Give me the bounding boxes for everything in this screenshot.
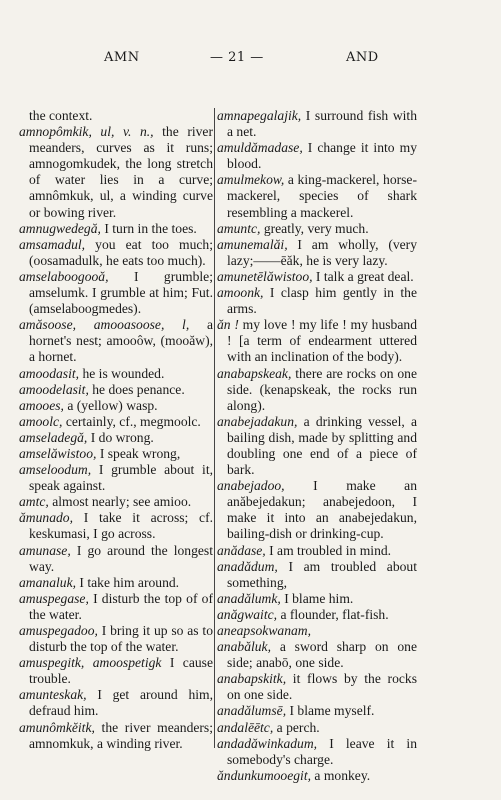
- dictionary-entry: [19, 446, 213, 462]
- dictionary-entry: [217, 591, 417, 607]
- entry-headword: amunômkĕitk,: [19, 719, 95, 735]
- entry-definition: the context.: [29, 108, 93, 123]
- dictionary-entry: [217, 317, 417, 365]
- entry-definition: I clasp him gently in the arms.: [227, 285, 417, 317]
- entry-headword: amnugwedegă,: [19, 220, 101, 236]
- page-number: — 21 —: [210, 50, 264, 65]
- page-header: [20, 50, 481, 70]
- entry-definition: I leave it in somebody's charge.: [227, 735, 417, 767]
- entry-headword: amselăwistoo,: [19, 445, 97, 461]
- dictionary-entry: [19, 221, 213, 237]
- entry-headword: amooes,: [19, 397, 64, 413]
- dictionary-entry: [217, 703, 417, 719]
- dictionary-entry: [217, 607, 417, 623]
- entry-headword: amoolc,: [19, 413, 63, 429]
- entry-definition: a perch.: [273, 719, 320, 735]
- entry-definition: I grumble; amselumk. I grumble at him; Fut. (amselaboogmedes).: [29, 268, 213, 317]
- entry-headword: amuldămadase,: [217, 140, 303, 156]
- dictionary-entry: [217, 671, 417, 703]
- entry-headword: anabapskeak,: [217, 365, 292, 381]
- dictionary-entry: [217, 559, 417, 591]
- entry-headword: amselaboogooă,: [19, 268, 109, 284]
- dictionary-entry: [217, 366, 417, 414]
- entry-headword: amăsoose, amooasoose, l,: [19, 317, 190, 333]
- dictionary-entry: [19, 543, 213, 575]
- entry-definition: I do wrong.: [87, 429, 154, 445]
- entry-headword: amoodasit,: [19, 365, 80, 381]
- dictionary-entry: [19, 366, 213, 382]
- entry-headword: ăn !: [217, 317, 239, 333]
- column-divider: [214, 108, 215, 748]
- dictionary-entry: [19, 124, 213, 221]
- dictionary-entry: [217, 720, 417, 736]
- dictionary-entry: [19, 591, 213, 623]
- dictionary-entry: [217, 543, 417, 559]
- entry-definition: a sword sharp on one side; anabō, one side.: [227, 639, 417, 671]
- dictionary-entry: [217, 414, 417, 478]
- entry-headword: anabejadoo,: [217, 478, 285, 494]
- entry-headword: amseloodum,: [19, 462, 92, 478]
- entry-headword: anăgwaitc,: [217, 606, 278, 622]
- entry-headword: anădase,: [217, 542, 266, 558]
- entry-definition: I blame myself.: [286, 703, 375, 719]
- entry-headword: anabapskitk,: [217, 671, 287, 687]
- entry-definition: the river meanders; amnomkuk, a winding river.: [29, 719, 213, 751]
- entry-definition: I am wholly, (very lazy;——ēăk, he is very lazy.: [227, 236, 417, 268]
- entry-headword: amseladegă,: [19, 429, 88, 445]
- entry-definition: I grumble about it, speak against.: [29, 462, 213, 494]
- entry-definition: I change it into my blood.: [227, 140, 417, 172]
- dictionary-entry: [19, 398, 213, 414]
- entry-definition: I take him around.: [76, 574, 180, 590]
- entry-headword: amunemalăi,: [217, 236, 288, 252]
- entry-headword: amuspegitk, amoospetigk: [19, 655, 162, 671]
- entry-definition: a flounder, flat-fish.: [277, 606, 389, 622]
- entry-definition: I bring it up so as to disturb the top of the water.: [29, 623, 213, 655]
- entry-definition: it flows by the rocks on one side.: [227, 671, 417, 703]
- entry-definition: greatly, very much.: [260, 220, 369, 236]
- entry-headword: amuspegase,: [19, 590, 89, 606]
- entry-definition: a king-mackerel, horse-mackerel, species of shark resembling a mackerel.: [227, 172, 417, 220]
- dictionary-entry: [217, 221, 417, 237]
- entry-definition: I cause trouble.: [29, 655, 213, 687]
- entry-definition: certainly, cf., megmoolc.: [62, 413, 201, 429]
- entry-headword: anadălumsē,: [217, 703, 287, 719]
- entry-headword: ămunado,: [19, 510, 73, 526]
- entry-headword: amuspegadoo,: [19, 623, 98, 638]
- dictionary-entry: [217, 269, 417, 285]
- entry-definition: I surround fish with a net.: [227, 108, 417, 140]
- dictionary-entry: [19, 494, 213, 510]
- entry-definition: my love ! my life ! my husband ! [a term of endearment uttered with an inclination of the body).: [227, 317, 417, 365]
- dictionary-entry: [19, 720, 213, 752]
- dictionary-entry: [217, 736, 417, 768]
- entry-headword: anadălumk,: [217, 590, 281, 606]
- entry-definition: a (yellow) wasp.: [63, 397, 158, 413]
- entry-definition: you eat too much; (oosamadulk, he eats too much).: [29, 236, 213, 268]
- right-column: [217, 108, 417, 784]
- entry-headword: anabejadakun,: [217, 413, 298, 429]
- dictionary-entry: [19, 575, 213, 591]
- dictionary-entry: [217, 285, 417, 317]
- entry-definition: I turn in the toes.: [100, 220, 197, 236]
- entry-headword: amulmekow,: [217, 172, 285, 188]
- entry-definition: I am troubled in mind.: [265, 542, 392, 558]
- entry-definition: a hornet's nest; amooôw, (mooăw), a hornet.: [29, 317, 213, 365]
- entry-headword: amuntc,: [217, 220, 261, 236]
- entry-definition: there are rocks on one side. (kenapskeak, the rocks run along).: [227, 365, 417, 413]
- entry-definition: I go around the longest way.: [29, 542, 213, 574]
- entry-definition: I talk a great deal.: [312, 268, 414, 284]
- header-left-guide-word: AMN: [104, 50, 140, 65]
- entry-headword: anabăluk,: [217, 639, 271, 655]
- entry-definition: I get around him, defraud him.: [29, 687, 213, 719]
- dictionary-entry: [19, 623, 213, 655]
- dictionary-entry: [217, 140, 417, 172]
- entry-definition: I disturb the top of of the water.: [29, 590, 213, 622]
- entry-headword: amtc,: [19, 494, 49, 510]
- entry-headword: amsamadul,: [19, 236, 86, 252]
- dictionary-entry: [217, 478, 417, 542]
- header-right-guide-word: AND: [346, 50, 379, 65]
- dictionary-entry: [19, 462, 213, 494]
- entry-headword: amnopômkik, ul, v. n.,: [19, 124, 154, 140]
- entry-definition: a drinking vessel, a bailing dish, made by splitting and doubling one end of a piece of bark.: [227, 413, 417, 478]
- dictionary-entry: [217, 639, 417, 671]
- entry-definition: he does penance.: [88, 381, 185, 397]
- entry-headword: amnapegalajik,: [217, 108, 302, 123]
- entry-definition: a monkey.: [311, 767, 371, 783]
- dictionary-entry: [19, 317, 213, 365]
- dictionary-entry: [217, 237, 417, 269]
- dictionary-entry: [217, 108, 417, 140]
- dictionary-entry: [217, 768, 417, 784]
- entry-headword: amunetēlăwistoo,: [217, 268, 313, 284]
- entry-headword: amanaluk,: [19, 574, 77, 590]
- dictionary-entry: [19, 269, 213, 317]
- entry-headword: aneapsokwanam,: [217, 623, 312, 638]
- entry-definition: I speak wrong,: [96, 445, 181, 461]
- entry-headword: amoodelasit,: [19, 381, 89, 397]
- left-column: [19, 108, 213, 752]
- entry-definition: almost nearly; see amioo.: [48, 494, 192, 510]
- entry-definition: I blame him.: [280, 590, 354, 606]
- entry-headword: andadăwinkadum,: [217, 735, 318, 751]
- dictionary-entry: [19, 430, 213, 446]
- entry-definition: the river meanders, curves as it runs; amnogomkudek, the long stretch of water lies in a curve; amnômkuk, ul, a winding curve or bowing river.: [29, 124, 213, 220]
- entry-headword: amoonk,: [217, 285, 264, 301]
- dictionary-entry: [19, 414, 213, 430]
- entry-headword: amunase,: [19, 542, 71, 558]
- entry-headword: anadădum,: [217, 558, 278, 574]
- entry-headword: amunteskak,: [19, 687, 87, 703]
- entry-definition: I make an anăbejedakun; anabejedoon, I make it into an anabejedakun, bailing-dish or drinking-cup.: [227, 478, 417, 542]
- dictionary-entry: [19, 510, 213, 542]
- entry-definition: I take it across; cf. keskumasi, I go across.: [29, 510, 213, 542]
- entry-definition: I am troubled about something,: [227, 558, 417, 590]
- entry-headword: andalēētc,: [217, 719, 274, 735]
- dictionary-entry: [217, 172, 417, 220]
- dictionary-entry: [19, 382, 213, 398]
- dictionary-entry: [19, 655, 213, 687]
- entry-definition: he is wounded.: [79, 365, 165, 381]
- entry-headword: ăndunkumooegit,: [217, 767, 312, 783]
- dictionary-entry: [19, 687, 213, 719]
- dictionary-entry: [19, 237, 213, 269]
- dictionary-entry: [19, 108, 213, 124]
- dictionary-entry: [217, 623, 417, 639]
